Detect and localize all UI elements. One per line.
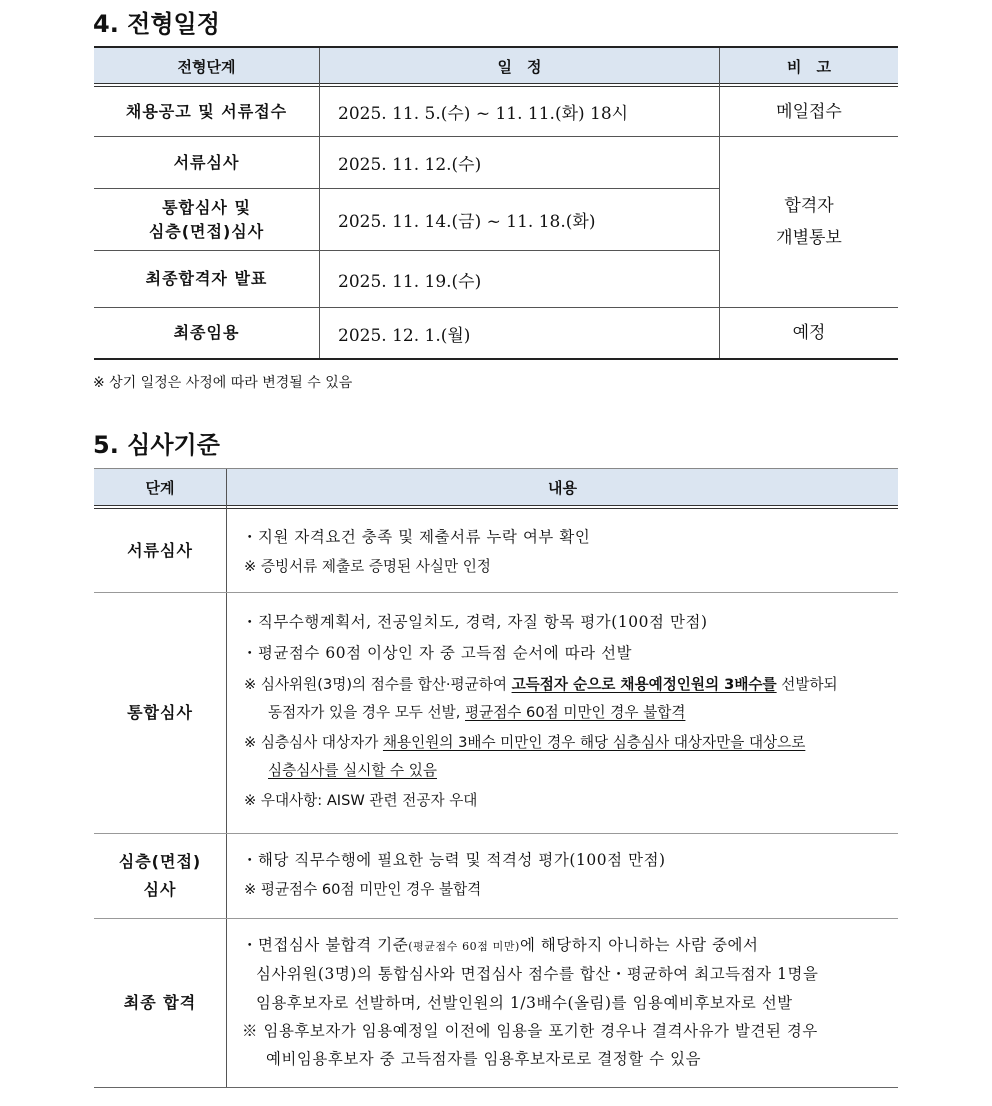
text-run: 선발하되 [776,676,838,693]
stage-cell: 통합심사 [127,703,193,722]
text-run: 동점자가 있을 경우 모두 선발, [268,704,466,721]
stage-line: 심층(면접)심사 [148,221,265,241]
schedule-table [94,46,898,360]
header-stage: 단계 [145,478,175,497]
content-line: ・평균점수 60점 이상인 자 중 고득점 순서에 따라 선발 [242,644,633,662]
date-cell: 2025. 11. 14.(금) ~ 11. 18.(화) [338,212,596,232]
stage-line: 심사 [143,880,177,899]
content-cell [242,509,890,592]
content-line: ・지원 자격요건 충족 및 제출서류 누락 여부 확인 [242,528,591,546]
criteria-table [94,468,898,1088]
header-content: 내용 [548,478,577,497]
stage-cell: 최종합격자 발표 [145,269,268,288]
content-cell [242,919,890,1087]
content-line: ※ 우대사항: AISW 관련 전공자 우대 [244,792,478,809]
stage-line: 심층(면접) [118,852,202,871]
content-line: ※ 평균점수 60점 미만인 경우 불합격 [244,881,482,898]
underlined-text: 평균점수 60점 미만인 경우 불합격 [465,704,686,721]
stage-cell [94,189,319,250]
stage-cell [94,834,226,918]
emphasis-text: 고득점자 순으로 채용예정인원의 3배수를 [511,676,777,693]
note-cell: 예정 [792,323,826,343]
table-bottom-border [94,1087,898,1088]
content-line: ・해당 직무수행에 필요한 능력 및 적격성 평가(100점 만점) [242,851,666,869]
stage-cell: 최종임용 [173,323,240,342]
date-cell: 2025. 11. 12.(수) [338,155,482,175]
table-bottom-border [94,358,898,360]
header-note: 비 고 [787,57,831,76]
date-cell: 2025. 11. 19.(수) [338,271,482,292]
content-line: 심사위원(3명)의 통합심사와 면접심사 점수를 합산・평균하여 최고득점자 1명을 [256,965,819,983]
text-run: ※ 심층심사 대상자가 [244,734,383,751]
stage-cell: 최종 합격 [123,993,197,1012]
content-line: ※ 증빙서류 제출로 증명된 사실만 인정 [244,558,491,575]
stage-cell: 서류심사 [173,152,240,172]
section-title-schedule: 4. 전형일정 [93,10,220,38]
small-text: (평균점수 60점 미만) [408,940,520,953]
underlined-text: 채용인원의 3배수 미만인 경우 해당 심층심사 대상자만을 대상으로 [382,734,806,751]
text-run: 에 해당하지 아니하는 사람 중에서 [519,936,759,954]
schedule-footnote: ※ 상기 일정은 사정에 따라 변경될 수 있음 [93,375,353,391]
text-run: ※ 심사위원(3명)의 점수를 합산·평균하여 [244,676,512,693]
content-cell [242,834,890,918]
content-line [244,731,805,752]
text-run: ・면접심사 불합격 기준 [242,936,409,954]
content-line [244,673,838,694]
content-line [268,701,685,722]
content-line: ・직무수행계획서, 전공일치도, 경력, 자질 항목 평가(100점 만점) [242,613,708,631]
section-title-criteria: 5. 심사기준 [93,431,220,459]
note-cell: 메일접수 [776,101,842,122]
content-line: ※ 임용후보자가 임용예정일 이전에 임용을 포기한 경우나 결격사유가 발견된 경우 [242,1022,818,1040]
content-line [242,933,758,955]
content-line: 임용후보자로 선발하며, 선발인원의 1/3배수(올림)를 임용예비후보자로 선발 [256,994,793,1012]
content-line: 예비임용후보자 중 고득점자를 임용후보자로로 결정할 수 있음 [266,1050,702,1068]
note-line: 합격자 [784,196,834,216]
header-date: 일 정 [497,57,542,76]
stage-cell: 서류심사 [127,540,193,560]
content-line: 심층심사를 실시할 수 있음 [268,762,437,779]
note-cell-merged [720,137,898,307]
date-cell: 2025. 11. 5.(수) ~ 11. 11.(화) 18시 [338,104,629,124]
stage-line: 통합심사 및 [162,197,251,217]
note-line: 개별통보 [776,228,842,248]
date-cell: 2025. 12. 1.(월) [338,325,471,346]
header-double-rule [94,505,898,506]
content-cell [242,593,890,833]
header-stage: 전형단계 [177,57,236,76]
stage-cell: 채용공고 및 서류접수 [125,101,288,121]
column-divider [226,469,227,1087]
